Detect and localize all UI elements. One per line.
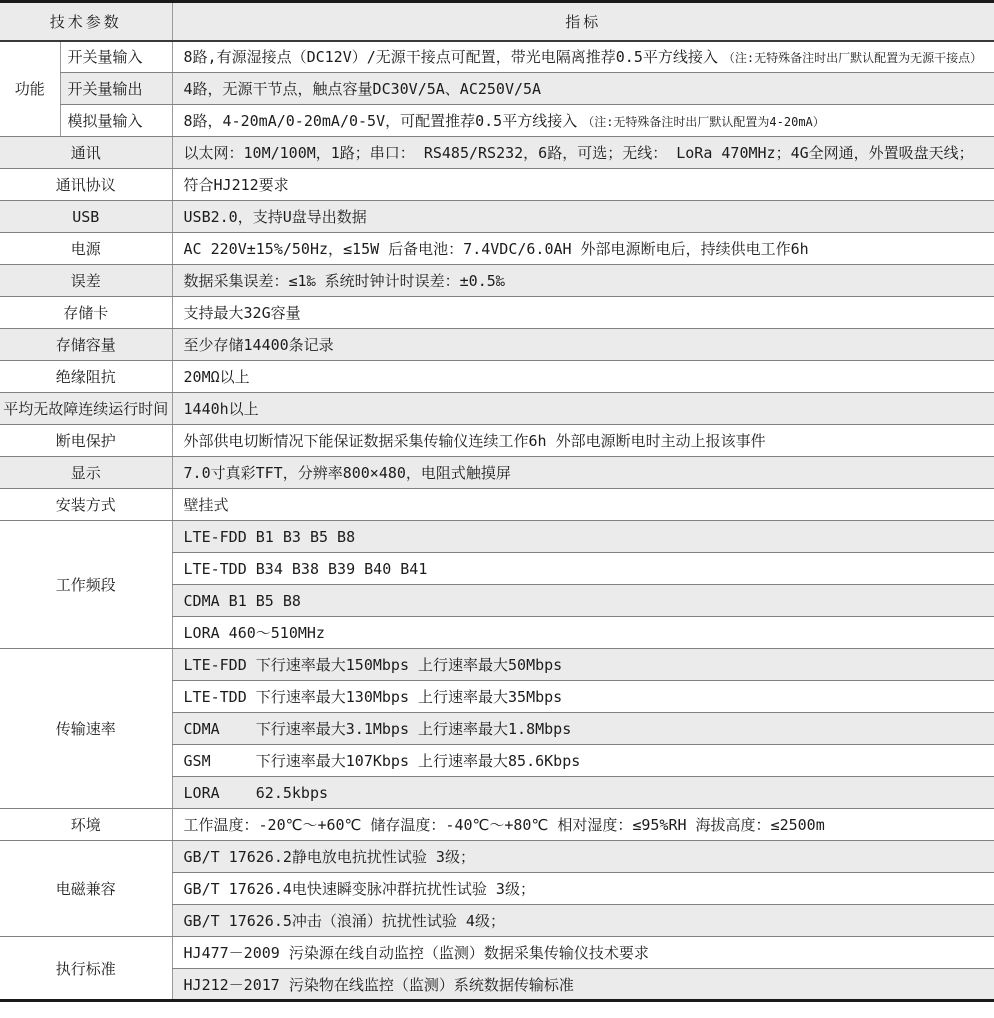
value-text: 以太网：10M/100M，1路；串口： RS485/RS232，6路，可选；无线： LoRa 470MHz；4G全网通，外置吸盘天线； — [183, 144, 974, 162]
value-note: （注:无特殊备注时出厂默认配置为4-20mA） — [582, 115, 825, 129]
value-text: GSM 下行速率最大107Kbps 上行速率最大85.6Kbps — [183, 752, 581, 770]
row-value — [172, 297, 994, 329]
row-value — [172, 873, 994, 905]
row-value — [172, 521, 994, 553]
table-row — [0, 137, 994, 169]
row-label: 安装方式 — [0, 489, 172, 521]
row-value — [172, 905, 994, 937]
table-row — [0, 457, 994, 489]
row-value — [172, 969, 994, 1001]
table-row — [0, 233, 994, 265]
row-value — [172, 73, 994, 105]
row-label: 存储卡 — [0, 297, 172, 329]
value-text: HJ212－2017 污染物在线监控（监测）系统数据传输标准 — [183, 975, 574, 994]
value-text: LTE-FDD 下行速率最大150Mbps 上行速率最大50Mbps — [183, 656, 563, 674]
row-value — [172, 105, 994, 137]
indicator-header-cell: 指标 — [172, 2, 994, 41]
row-label: 误差 — [0, 265, 172, 297]
row-value — [172, 553, 994, 585]
value-text: 1440h以上 — [183, 400, 259, 418]
value-text: USB2.0，支持U盘导出数据 — [183, 208, 367, 226]
row-label: 通讯 — [0, 137, 172, 169]
table-row — [0, 41, 994, 73]
table-row — [0, 489, 994, 521]
row-value — [172, 841, 994, 873]
row-value — [172, 169, 994, 201]
row-label: USB — [0, 201, 172, 233]
row-label: 绝缘阻抗 — [0, 361, 172, 393]
table-row — [0, 265, 994, 297]
row-value — [172, 233, 994, 265]
table-row — [0, 105, 994, 137]
value-text: GB/T 17626.2静电放电抗扰性试验 3级； — [183, 848, 475, 866]
row-value — [172, 937, 994, 969]
row-value — [172, 713, 994, 745]
row-value — [172, 489, 994, 521]
table-row — [0, 201, 994, 233]
value-text: 外部供电切断情况下能保证数据采集传输仪连续工作6h 外部电源断电时主动上报该事件 — [183, 432, 766, 450]
value-text: 壁挂式 — [183, 496, 229, 514]
value-text: 8路，4-20mA/0-20mA/0-5V，可配置推荐0.5平方线接入 — [183, 112, 578, 130]
row-value — [172, 617, 994, 649]
row-value — [172, 777, 994, 809]
row-label: 环境 — [0, 809, 172, 841]
table-row — [0, 73, 994, 105]
row-group-label: 功能 — [0, 41, 60, 137]
row-section-label: 执行标准 — [0, 937, 172, 1001]
table-row — [0, 425, 994, 457]
row-value — [172, 457, 994, 489]
row-sub-label: 模拟量输入 — [60, 105, 172, 137]
value-text: 4路，无源干节点，触点容量DC30V/5A、AC250V/5A — [183, 80, 542, 98]
table-row — [0, 329, 994, 361]
value-text: 工作温度：-20℃～+60℃ 储存温度：-40℃～+80℃ 相对湿度：≤95%RH 海拔高度：≤2500m — [183, 816, 825, 834]
value-text: AC 220V±15%/50Hz，≤15W 后备电池：7.4VDC/6.0AH 外部电源断电后，持续供电工作6h — [183, 240, 809, 258]
table-row — [0, 809, 994, 841]
row-section-label: 传输速率 — [0, 649, 172, 809]
value-text: 支持最大32G容量 — [183, 304, 301, 322]
value-text: 7.0寸真彩TFT，分辨率800×480，电阻式触摸屏 — [183, 464, 511, 482]
value-text: GB/T 17626.4电快速瞬变脉冲群抗扰性试验 3级； — [183, 880, 535, 898]
value-text: CDMA B1 B5 B8 — [183, 591, 301, 610]
row-value — [172, 809, 994, 841]
table-row — [0, 649, 994, 681]
row-value — [172, 745, 994, 777]
value-text: 20MΩ以上 — [183, 368, 250, 386]
value-text: GB/T 17626.5冲击（浪涌）抗扰性试验 4级； — [183, 912, 505, 930]
row-value — [172, 329, 994, 361]
row-label: 通讯协议 — [0, 169, 172, 201]
row-value — [172, 137, 994, 169]
table-row — [0, 521, 994, 553]
row-label: 电源 — [0, 233, 172, 265]
value-text: CDMA 下行速率最大3.1Mbps 上行速率最大1.8Mbps — [183, 720, 572, 738]
row-value — [172, 361, 994, 393]
value-text: 数据采集误差：≤1‰ 系统时钟计时误差：±0.5‰ — [183, 272, 505, 290]
row-sub-label: 开关量输出 — [60, 73, 172, 105]
table-row — [0, 169, 994, 201]
header-row — [0, 2, 994, 41]
value-text: HJ477－2009 污染源在线自动监控（监测）数据采集传输仪技术要求 — [183, 944, 649, 962]
table-row — [0, 841, 994, 873]
row-label: 存储容量 — [0, 329, 172, 361]
row-sub-label: 开关量输入 — [60, 41, 172, 73]
row-section-label: 工作频段 — [0, 521, 172, 649]
value-text: LTE-TDD B34 B38 B39 B40 B41 — [183, 559, 428, 578]
table-row — [0, 361, 994, 393]
value-text: 符合HJ212要求 — [183, 176, 289, 194]
row-value — [172, 41, 994, 73]
value-text: 至少存储14400条记录 — [183, 336, 334, 354]
table-row — [0, 393, 994, 425]
table-row — [0, 297, 994, 329]
row-label: 断电保护 — [0, 425, 172, 457]
value-text: LORA 460～510MHz — [183, 624, 325, 642]
row-value — [172, 201, 994, 233]
value-text: LORA 62.5kbps — [183, 783, 329, 802]
table-row — [0, 937, 994, 969]
row-label: 平均无故障连续运行时间 — [0, 393, 172, 425]
row-value — [172, 265, 994, 297]
value-text: LTE-FDD B1 B3 B5 B8 — [183, 527, 356, 546]
row-value — [172, 425, 994, 457]
row-section-label: 电磁兼容 — [0, 841, 172, 937]
spec-table-body — [0, 2, 994, 1001]
row-value — [172, 393, 994, 425]
row-label: 显示 — [0, 457, 172, 489]
value-note: （注:无特殊备注时出厂默认配置为无源干接点） — [722, 51, 983, 66]
param-header-cell: 技术参数 — [0, 2, 172, 41]
row-value — [172, 649, 994, 681]
value-text: LTE-TDD 下行速率最大130Mbps 上行速率最大35Mbps — [183, 688, 563, 706]
value-text: 8路,有源湿接点（DC12V）/无源干接点可配置，带光电隔离推荐0.5平方线接入 — [183, 48, 718, 67]
row-value — [172, 681, 994, 713]
row-value — [172, 585, 994, 617]
